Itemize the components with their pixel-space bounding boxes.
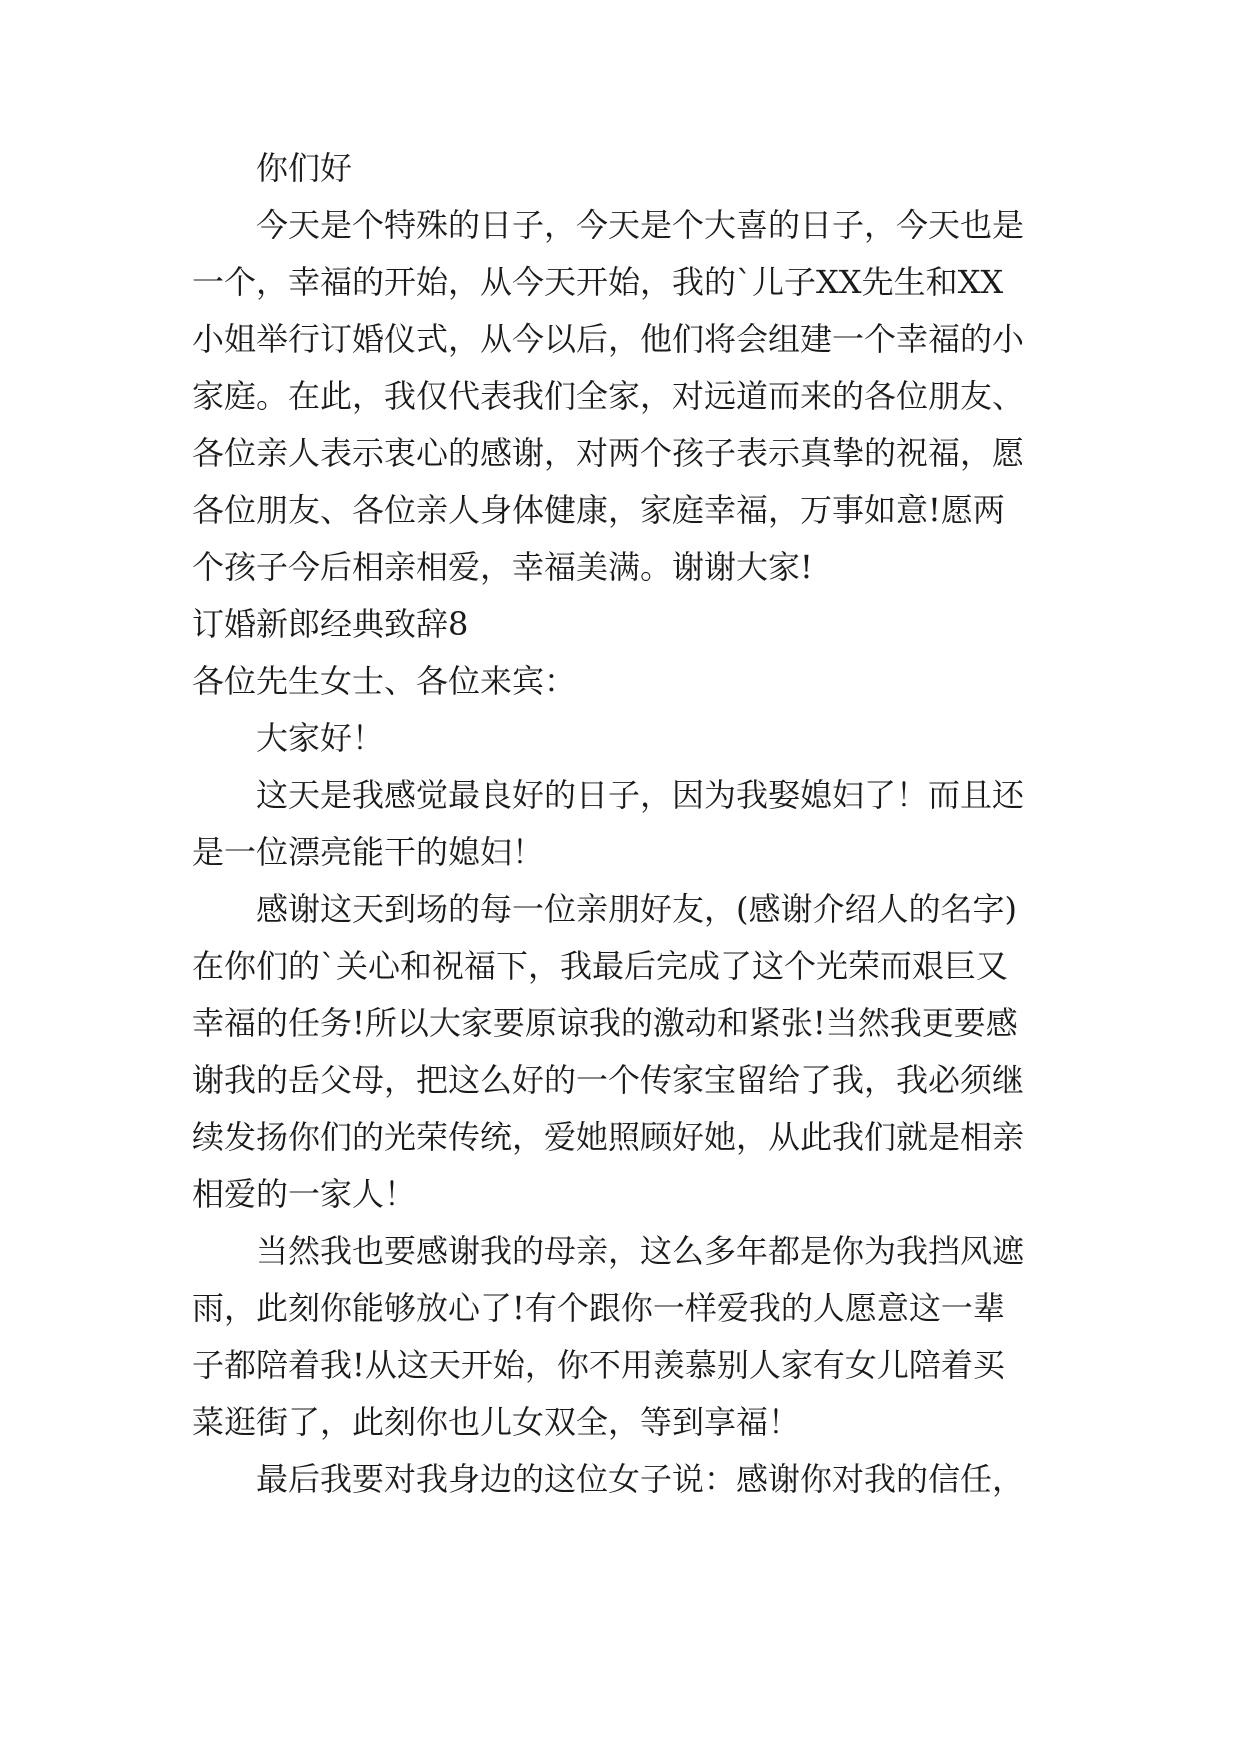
greeting-line: 大家好！ <box>256 719 385 757</box>
paragraph-line: 在你们的`关心和祝福下，我最后完成了这个光荣而艰巨又 <box>192 947 1009 985</box>
paragraph-line: 菜逛街了，此刻你也儿女双全，等到享福！ <box>192 1403 801 1441</box>
paragraph-line: 相爱的一家人！ <box>192 1175 417 1213</box>
paragraph-line: 最后我要对我身边的这位女子说：感谢你对我的信任， <box>256 1460 1025 1498</box>
paragraph-line: 雨，此刻你能够放心了!有个跟你一样爱我的人愿意这一辈 <box>192 1289 1005 1327</box>
paragraph-line: 各位亲人表示衷心的感谢，对两个孩子表示真挚的祝福，愿 <box>192 434 1025 472</box>
paragraph-line: 谢我的岳父母，把这么好的一个传家宝留给了我，我必须继 <box>192 1061 1025 1099</box>
paragraph-line: 家庭。在此，我仅代表我们全家，对远道而来的各位朋友、 <box>192 377 1025 415</box>
paragraph-line: 小姐举行订婚仪式，从今以后，他们将会组建一个幸福的小 <box>192 320 1025 358</box>
greeting-line: 你们好 <box>256 149 353 187</box>
paragraph-line: 今天是个特殊的日子，今天是个大喜的日子，今天也是 <box>256 206 1025 244</box>
paragraph-line: 感谢这天到场的每一位亲朋好友，(感谢介绍人的名字) <box>256 890 1017 928</box>
paragraph-line: 这天是我感觉最良好的日子，因为我娶媳妇了！而且还 <box>256 776 1025 814</box>
paragraph-line: 个孩子今后相亲相爱，幸福美满。谢谢大家! <box>192 548 813 586</box>
paragraph-line: 当然我也要感谢我的母亲，这么多年都是你为我挡风遮 <box>256 1232 1025 1270</box>
paragraph-line: 一个，幸福的开始，从今天开始，我的`儿子XX先生和XX <box>192 263 1004 301</box>
paragraph-line: 子都陪着我!从这天开始，你不用羡慕别人家有女儿陪着买 <box>192 1346 1005 1384</box>
paragraph-line: 各位朋友、各位亲人身体健康，家庭幸福，万事如意!愿两 <box>192 491 1005 529</box>
salutation-line: 各位先生女士、各位来宾： <box>192 662 577 700</box>
paragraph-line: 续发扬你们的光荣传统，爱她照顾好她，从此我们就是相亲 <box>192 1118 1025 1156</box>
section-heading: 订婚新郎经典致辞8 <box>192 605 469 643</box>
paragraph-line: 幸福的任务!所以大家要原谅我的激动和紧张!当然我更要感 <box>192 1004 1018 1042</box>
paragraph-line: 是一位漂亮能干的媳妇！ <box>192 833 545 871</box>
